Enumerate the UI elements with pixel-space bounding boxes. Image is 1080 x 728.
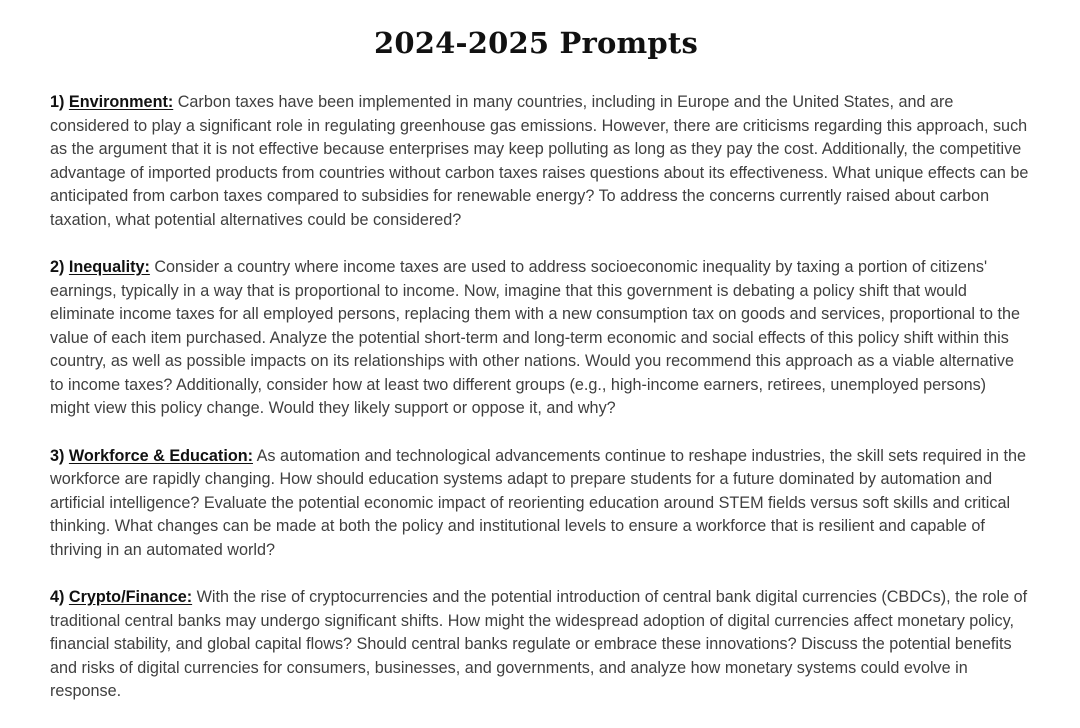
- page-title: 2024-2025 Prompts: [373, 26, 699, 60]
- prompt-number: 4): [50, 588, 65, 606]
- prompt-text: With the rise of cryptocurrencies and the potential introduction of central bank digital currencies (CBDCs), the role of traditional central banks may undergo significant shifts. How might the widespread adoption of digital currencies affect monetary policy, financial stability, and global capital flows? Should central banks regulate or embrace these innovations? Discuss the potential benefits and risks of digital currencies for consumers, businesses, and governments, and analyze how monetary systems could evolve in response.: [50, 588, 1028, 700]
- prompt-number: 2): [50, 258, 65, 276]
- prompt-text: Consider a country where income taxes are used to address socioeconomic inequality by taxing a portion of citizens' earnings, typically in a way that is proportional to income. Now, imagine that this government is debating a policy shift that would eliminate income taxes for all employed persons, replacing them with a new consumption tax on goods and services, proportional to the value of each item purchased. Analyze the potential short-term and long-term economic and social effects of this policy shift within this country, as well as possible impacts on its relationships with other nations. Would you recommend this approach as a viable alternative to income taxes? Additionally, consider how at least two different groups (e.g., high-income earners, retirees, unemployed persons) might view this policy change. Would they likely support or oppose it, and why?: [50, 258, 1020, 417]
- prompt-environment: [50, 91, 1030, 232]
- prompt-list: [50, 91, 1030, 728]
- prompt-text: As automation and technological advancements continue to reshape industries, the skill sets required in the workforce are rapidly changing. How should education systems adapt to prepare students for a future dominated by automation and artificial intelligence? Evaluate the potential economic impact of reorienting education around STEM fields versus soft skills and critical thinking. What changes can be made at both the policy and institutional levels to ensure a workforce that is resilient and capable of thriving in an automated world?: [50, 446, 1026, 559]
- prompt-workforce-education: [50, 445, 1030, 563]
- prompt-topic: Workforce & Education:: [68, 446, 253, 465]
- prompt-crypto-finance: [50, 586, 1030, 704]
- prompt-inequality: [50, 256, 1030, 421]
- prompt-topic: Environment:: [68, 93, 174, 111]
- prompt-number: 3): [50, 446, 65, 465]
- prompt-number: 1): [50, 93, 65, 111]
- prompt-topic: Inequality:: [68, 258, 150, 276]
- prompt-topic: Crypto/Finance:: [68, 588, 193, 606]
- prompt-text: Carbon taxes have been implemented in many countries, including in Europe and the United States, and are considered to play a significant role in regulating greenhouse gas emissions. However, there are criticisms regarding this approach, such as the argument that it is not effective because enterprises may keep polluting as long as they pay the cost. Additionally, the competitive advantage of imported products from countries without carbon taxes raises questions about its effectiveness. What unique effects can be anticipated from carbon taxes compared to subsidies for renewable energy? To address the concerns currently raised about carbon taxation, what potential alternatives could be considered?: [50, 93, 1029, 229]
